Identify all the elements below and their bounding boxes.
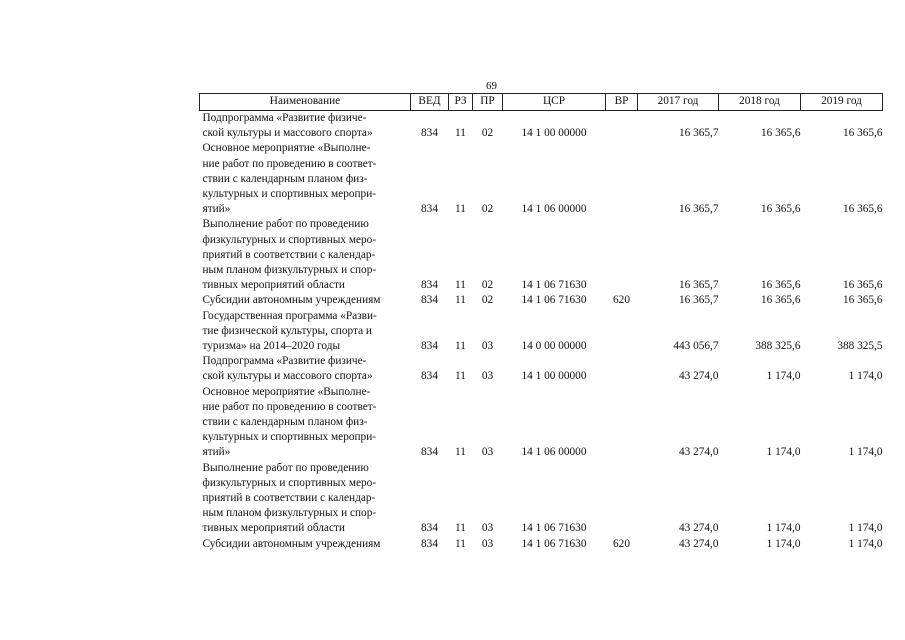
table-row (200, 293, 883, 308)
table-row (200, 217, 883, 293)
budget-table (199, 93, 883, 552)
name-line: ской культуры и массового спорта» (202, 370, 373, 383)
cell-2018: 1 174,0 (766, 446, 801, 459)
cell-2019: 16 365,6 (842, 127, 883, 140)
table-row (200, 461, 883, 537)
cell-2017: 16 365,7 (678, 279, 719, 292)
cell-pr: 02 (481, 294, 494, 307)
cell-2019: 16 365,6 (842, 294, 883, 307)
cell-pr: 03 (481, 446, 494, 459)
cell-rz: 11 (455, 127, 466, 140)
cell-2019: 16 365,6 (842, 279, 883, 292)
cell-vr (606, 309, 638, 355)
cell-ved: 834 (421, 537, 438, 550)
cell-ved: 834 (421, 446, 438, 459)
cell-csr: 14 1 00 00000 (521, 370, 587, 383)
name-line: Выполнение работ по проведению (202, 218, 369, 231)
cell-2019: 1 174,0 (848, 446, 883, 459)
cell-name (200, 309, 411, 355)
cell-pr: 03 (481, 522, 494, 535)
cell-vr: 620 (613, 537, 630, 550)
name-line: тивных мероприятий области (202, 522, 345, 535)
cell-ved: 834 (421, 370, 438, 383)
name-line: культурных и спортивных меропри- (202, 188, 376, 201)
cell-2017: 16 365,7 (678, 127, 719, 140)
name-line: Основное мероприятие «Выполне- (202, 142, 371, 155)
cell-rz: 11 (455, 279, 466, 292)
cell-pr: 02 (481, 279, 494, 292)
cell-2017: 43 274,0 (678, 446, 719, 459)
cell-rz: 11 (455, 294, 466, 307)
cell-2018: 16 365,6 (760, 279, 801, 292)
name-line: тивных мероприятий области (202, 279, 345, 292)
name-line: Государственная программа «Разви- (202, 309, 377, 322)
name-line: ской культуры и массового спорта» (202, 127, 373, 140)
cell-ved: 834 (421, 127, 438, 140)
cell-csr: 14 1 06 71630 (521, 537, 587, 550)
cell-2017: 43 274,0 (678, 537, 719, 550)
cell-name (200, 217, 411, 293)
table-body (200, 111, 883, 552)
name-line: приятий в соответствии с календар- (202, 248, 376, 261)
header-name: Наименование (200, 94, 411, 111)
cell-csr: 14 1 00 00000 (521, 127, 587, 140)
page-number: 69 (486, 80, 497, 92)
cell-name (200, 141, 411, 217)
cell-rz: 11 (455, 370, 466, 383)
table-row (200, 354, 883, 384)
cell-2018: 16 365,6 (760, 127, 801, 140)
name-line: ятий» (202, 446, 231, 459)
name-line: тие физической культуры, спорта и (202, 324, 372, 337)
name-line: Основное мероприятие «Выполне- (202, 385, 371, 398)
cell-name (200, 461, 411, 537)
cell-2017: 43 274,0 (678, 522, 719, 535)
cell-2019: 16 365,6 (842, 203, 883, 216)
cell-vr (606, 354, 638, 384)
header-rz: РЗ (449, 94, 473, 111)
cell-rz: 11 (455, 522, 466, 535)
cell-vr (606, 217, 638, 293)
cell-ved: 834 (421, 203, 438, 216)
cell-2019: 388 325,5 (837, 340, 883, 353)
cell-2017: 16 365,7 (678, 203, 719, 216)
name-line: Выполнение работ по проведению (202, 461, 369, 474)
cell-csr: 14 0 00 00000 (521, 340, 587, 353)
name-line: ствии с календарным планом физ- (202, 172, 368, 185)
header-ved: ВЕД (411, 94, 449, 111)
cell-pr: 03 (481, 370, 494, 383)
cell-2018: 16 365,6 (760, 294, 801, 307)
cell-vr (606, 141, 638, 217)
cell-rz: 11 (455, 340, 466, 353)
cell-2018: 1 174,0 (766, 537, 801, 550)
cell-2019: 1 174,0 (848, 370, 883, 383)
name-line: Субсидии автономным учреждениям (202, 294, 381, 307)
name-line: ствии с календарным планом физ- (202, 416, 368, 429)
header-vr: ВР (606, 94, 638, 111)
cell-vr (606, 385, 638, 461)
name-line: приятий в соответствии с календар- (202, 492, 376, 505)
cell-name (200, 111, 411, 142)
cell-pr: 03 (481, 340, 494, 353)
name-line: Субсидии автономным учреждениям (202, 537, 381, 550)
cell-pr: 02 (481, 203, 494, 216)
cell-name (200, 293, 411, 308)
cell-vr (606, 461, 638, 537)
cell-vr: 620 (613, 294, 630, 307)
cell-ved: 834 (421, 279, 438, 292)
cell-ved: 834 (421, 294, 438, 307)
cell-csr: 14 1 06 71630 (521, 522, 587, 535)
cell-name (200, 537, 411, 552)
table-row (200, 385, 883, 461)
table-header (200, 94, 883, 111)
name-line: физкультурных и спортивных меро- (202, 476, 377, 489)
cell-name (200, 385, 411, 461)
cell-ved: 834 (421, 522, 438, 535)
name-line: физкультурных и спортивных меро- (202, 233, 377, 246)
cell-pr: 03 (481, 537, 494, 550)
cell-rz: 11 (455, 203, 466, 216)
cell-2019: 1 174,0 (848, 537, 883, 550)
cell-name (200, 354, 411, 384)
cell-pr: 02 (481, 127, 494, 140)
table-row (200, 309, 883, 355)
header-row (200, 94, 883, 111)
header-csr: ЦСР (503, 94, 606, 111)
name-line: Подпрограмма «Развитие физиче- (202, 355, 367, 368)
cell-csr: 14 1 06 71630 (521, 279, 587, 292)
header-2019: 2019 год (801, 94, 883, 111)
name-line: ятий» (202, 203, 231, 216)
name-line: ние работ по проведению в соответ- (202, 400, 377, 413)
name-line: туризма» на 2014–2020 годы (202, 340, 341, 353)
cell-rz: 11 (455, 537, 466, 550)
cell-csr: 14 1 06 71630 (521, 294, 587, 307)
cell-2018: 388 325,6 (755, 340, 801, 353)
name-line: ным планом физкультурных и спор- (202, 264, 377, 277)
cell-2017: 43 274,0 (678, 370, 719, 383)
cell-2017: 443 056,7 (673, 340, 719, 353)
cell-2018: 1 174,0 (766, 522, 801, 535)
cell-2017: 16 365,7 (678, 294, 719, 307)
name-line: ние работ по проведению в соответ- (202, 157, 377, 170)
table-row (200, 111, 883, 142)
cell-csr: 14 1 06 00000 (521, 203, 587, 216)
cell-2018: 16 365,6 (760, 203, 801, 216)
name-line: ным планом физкультурных и спор- (202, 507, 377, 520)
cell-rz: 11 (455, 446, 466, 459)
cell-vr (606, 111, 638, 142)
cell-ved: 834 (421, 340, 438, 353)
cell-2018: 1 174,0 (766, 370, 801, 383)
cell-csr: 14 1 06 00000 (521, 446, 587, 459)
name-line: культурных и спортивных меропри- (202, 431, 376, 444)
header-2018: 2018 год (719, 94, 801, 111)
table-row (200, 141, 883, 217)
cell-2019: 1 174,0 (848, 522, 883, 535)
header-2017: 2017 год (638, 94, 719, 111)
name-line: Подпрограмма «Развитие физиче- (202, 112, 367, 124)
table-row (200, 537, 883, 552)
header-pr: ПР (473, 94, 503, 111)
